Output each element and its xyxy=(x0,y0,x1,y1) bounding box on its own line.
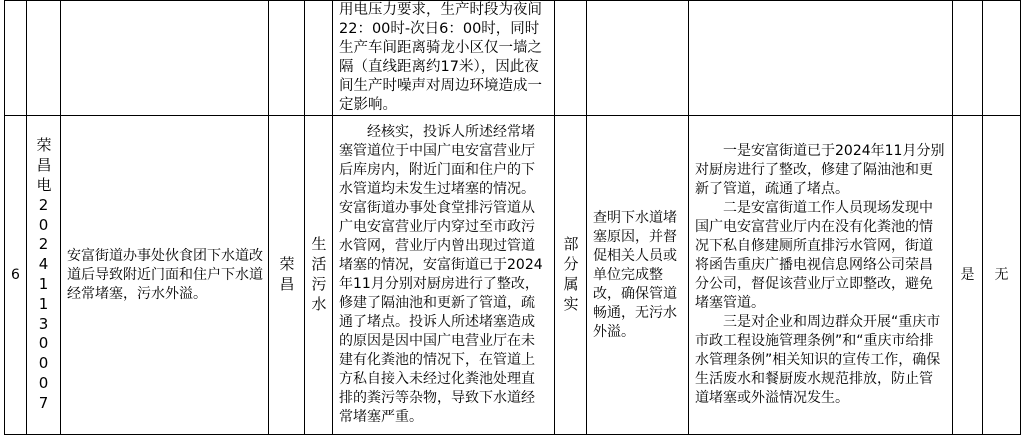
closed-status: 是 xyxy=(960,266,975,283)
case-number-cell xyxy=(27,116,61,435)
measure-item: 三是对企业和周边群众开展“重庆市市政工程设施管理条例”和“重庆市给排水管理条例”相关知识的宣传工作，确保生活废水和餐厨废水规范排放，防止管道堵塞或外溢情况发生。 xyxy=(695,314,941,406)
verdict-cell xyxy=(555,116,587,435)
summary-cell xyxy=(61,116,269,435)
request-cell xyxy=(587,116,689,435)
table-row xyxy=(5,116,1021,435)
row-index-cell xyxy=(5,116,27,435)
category-cell xyxy=(305,116,333,435)
district: 荣昌 xyxy=(279,255,295,293)
complaint-summary: 安富街道办事处伙食团下水道改道后导致附近门面和住户下水道经常堵塞，污水外溢。 xyxy=(67,247,263,302)
complaint-table xyxy=(4,0,1021,435)
measure-item: 二是安富街道工作人员现场发现中国广电安富营业厅内在没有化粪池的情况下私自修建厕所直排污水管网，街道将函告重庆广播电视信息网络公司荣昌分公司，督促该营业厅立即整改，避免堵塞管道。 xyxy=(695,200,933,311)
measures-cell xyxy=(689,116,953,435)
case-number: 荣昌电20241130007 xyxy=(36,136,52,412)
handling-request: 查明下水道堵塞原因，并督促相关人员或单位完成整改，确保管道畅通，无污水外溢。 xyxy=(593,209,677,340)
previous-findings-cell xyxy=(333,1,555,116)
investigation-findings: 经核实，投诉人所述经常堵塞管道位于中国广电安富营业厅后库房内，附近门面和住户的下水管道均未发生过堵塞的情况。安富街道办事处食堂排污管道从广电安富营业厅内穿过至市政污水管网，营业厅内曾出现过管道堵塞的情况，安富街道已于2024年11月分别对厨房进行了整改，修建了隔油池和更新了管道，疏通了堵点。投诉人所述堵塞造成的原因是因中国广电营业厅在未建有化粪池的情况下，在管道上方私自接入未经过化粪池处理直排的粪污等杂物，导致下水道经常堵塞严重。 xyxy=(339,124,543,425)
pollution-category: 生活污水 xyxy=(311,235,327,313)
verdict: 部分属实 xyxy=(563,235,579,313)
closed-cell xyxy=(953,116,983,435)
measure-item: 一是安富街道已于2024年11月分别对厨房进行了整改，修建了隔油池和更新了管道，疏通了堵点。 xyxy=(695,143,945,197)
previous-findings-text: 用电压力要求，生产时段为夜间22：00时-次日6：00时，同时生产车间距离骑龙小区仅一墙之隔（直线距离约17米），因此夜间生产时噪声对周边环境造成一定影响。 xyxy=(339,2,542,113)
accountability-cell xyxy=(983,116,1021,435)
row-index: 6 xyxy=(11,266,20,283)
district-cell xyxy=(269,116,305,435)
table-row-previous xyxy=(5,1,1021,116)
accountability: 无 xyxy=(994,266,1009,283)
findings-cell xyxy=(333,116,555,435)
